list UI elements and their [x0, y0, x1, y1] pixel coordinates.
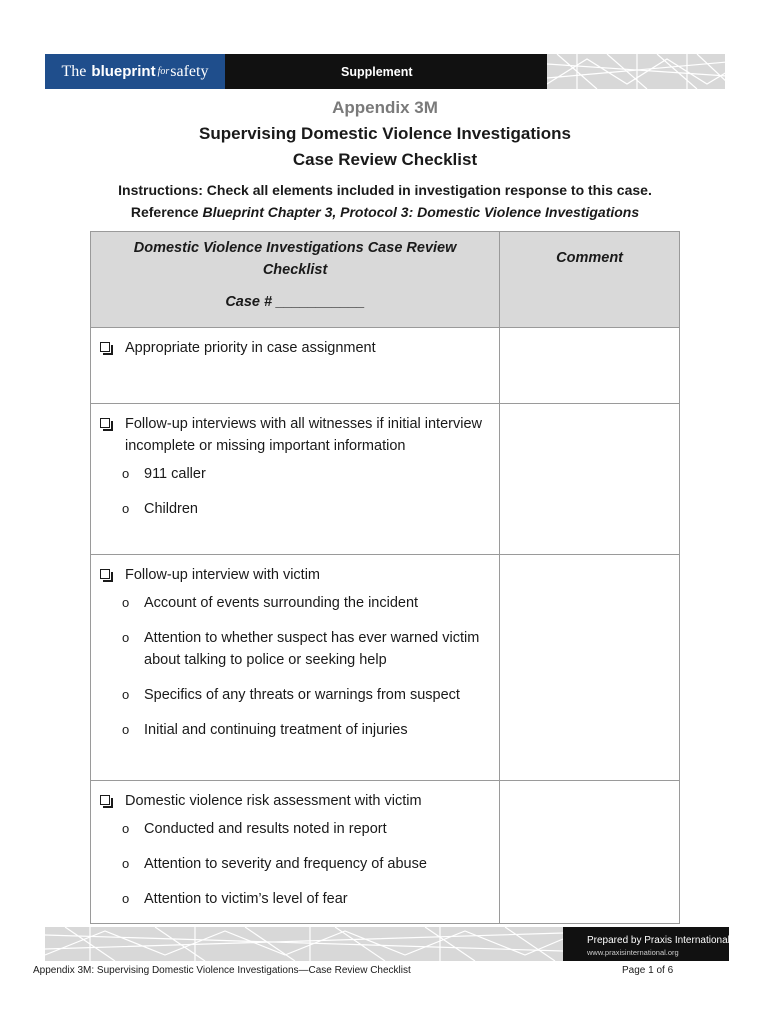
logo-word-for: for: [157, 66, 170, 77]
instructions-text: Instructions: Check all elements included in investigation response to this case.: [118, 182, 652, 198]
checklist-item: [91, 555, 500, 781]
footer-pattern: [45, 927, 563, 961]
sub-item: o Attention to victim’s level of fear: [125, 888, 491, 910]
checklist-item: [91, 404, 500, 555]
document-subtitle: Case Review Checklist: [292, 150, 478, 169]
checklist-header-line1: Domestic Violence Investigations Case Review: [133, 240, 457, 256]
footer-document-label: Appendix 3M: Supervising Domestic Violence Investigations—Case Review Checklist: [33, 965, 411, 976]
item-label: Follow-up interviews with all witnesses if initial interview incomplete or missing important information: [125, 416, 482, 454]
blueprint-logo: [45, 54, 225, 89]
page-number: Page 1 of 6: [622, 965, 674, 976]
reference-line: [0, 204, 770, 220]
checklist-item: [91, 328, 500, 404]
header-pattern: [547, 54, 725, 89]
logo-word-the: The: [61, 62, 87, 80]
logo-word-safety: safety: [170, 62, 209, 80]
reference-prefix: Reference: [130, 204, 199, 220]
logo-word-blueprint: blueprint: [91, 63, 156, 80]
praxis-credit: [563, 927, 729, 961]
header-line-pattern: [547, 54, 725, 89]
sub-item-list: [125, 592, 491, 741]
checklist-table: [90, 231, 680, 924]
sub-item: o Specifics of any threats or warnings from suspect: [125, 684, 491, 706]
sub-item: o Account of events surrounding the incident: [125, 592, 491, 614]
supplement-label: Supplement: [225, 54, 547, 89]
table-row: [91, 404, 680, 555]
prepared-by-text: Prepared by Praxis International: [587, 935, 730, 946]
sub-item: o Conducted and results noted in report: [125, 818, 491, 840]
comment-header-cell: Comment: [500, 232, 680, 328]
checklist-header-cell: [91, 232, 500, 328]
comment-cell[interactable]: [500, 404, 680, 555]
checklist-item: [91, 781, 500, 924]
sub-item: o Attention to severity and frequency of abuse: [125, 853, 491, 875]
checkbox-icon[interactable]: [100, 569, 110, 579]
table-row: [91, 781, 680, 924]
table-row: [91, 555, 680, 781]
checkbox-icon[interactable]: [100, 342, 110, 352]
comment-cell[interactable]: [500, 781, 680, 924]
checklist-header-line2: Checklist: [262, 262, 328, 278]
sub-item-list: [125, 463, 491, 520]
sub-item: o 911 caller: [125, 463, 491, 485]
item-label: Appropriate priority in case assignment: [125, 340, 376, 356]
appendix-label: Appendix 3M: [332, 98, 438, 117]
table-header-row: [91, 232, 680, 328]
reference-citation: Blueprint Chapter 3, Protocol 3: Domestic Violence Investigations: [202, 204, 640, 220]
footer-line-pattern: [45, 927, 563, 961]
comment-cell[interactable]: [500, 328, 680, 404]
comment-cell[interactable]: [500, 555, 680, 781]
document-title: Supervising Domestic Violence Investigations: [199, 124, 571, 143]
sub-item: o Initial and continuing treatment of injuries: [125, 719, 491, 741]
item-label: Follow-up interview with victim: [125, 567, 320, 583]
sub-item: o Attention to whether suspect has ever warned victim about talking to police or seeking help: [125, 627, 491, 671]
sub-item: o Children: [125, 498, 491, 520]
sub-item-list: [125, 818, 491, 910]
checkbox-icon[interactable]: [100, 418, 110, 428]
checkbox-icon[interactable]: [100, 795, 110, 805]
table-row: [91, 328, 680, 404]
item-label: Domestic violence risk assessment with victim: [125, 793, 422, 809]
case-number-field[interactable]: Case # ___________: [225, 294, 365, 310]
header-banner: [45, 54, 725, 89]
praxis-website-link[interactable]: www.praxisinternational.org: [587, 948, 679, 957]
